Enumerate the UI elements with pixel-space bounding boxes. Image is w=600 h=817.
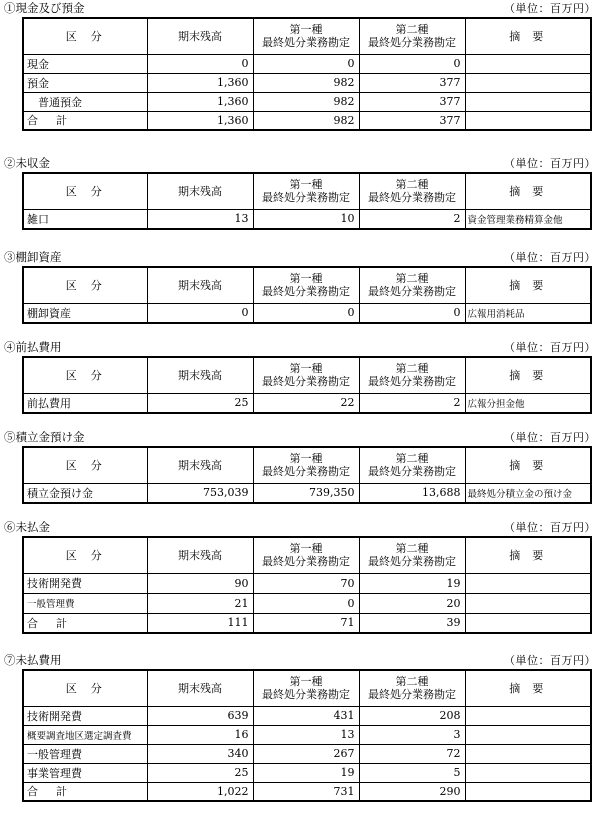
- section-accounts-payable: [0, 519, 600, 630]
- unit-label: （単位：百万円）: [504, 341, 596, 354]
- table-row: [23, 303, 591, 323]
- row-label: 概要調査地区選定調査費: [23, 725, 147, 744]
- cell-dai1: 0: [253, 593, 359, 613]
- cell-dai1: 71: [253, 613, 359, 633]
- header-dai2: 第二種 最終処分業務勘定: [359, 18, 465, 54]
- row-label: 現金: [23, 54, 147, 73]
- cell-note: [465, 54, 591, 73]
- cell-kimatsu: 1,360: [147, 92, 253, 111]
- header-dai2: 第二種 最終処分業務勘定: [359, 447, 465, 483]
- cell-dai1: 982: [253, 92, 359, 111]
- cell-note: [465, 573, 591, 593]
- header-dai2: 第二種 最終処分業務勘定: [359, 537, 465, 573]
- cell-note: 広報分担金他: [465, 393, 591, 413]
- total-label: 合 計: [23, 111, 147, 130]
- header-tekiyo: 摘要: [465, 357, 591, 393]
- section-title: ⑦未払費用: [4, 653, 62, 667]
- row-label: 技術開発費: [23, 573, 147, 593]
- table-row: [23, 744, 591, 763]
- cell-note: [465, 744, 591, 763]
- header-kubun: 区分: [23, 670, 147, 706]
- table-row: [23, 483, 591, 503]
- header-dai1: 第一種 最終処分業務勘定: [253, 447, 359, 483]
- cell-note: 資金管理業務精算金他: [465, 209, 591, 229]
- cell-dai2: 2: [359, 393, 465, 413]
- total-label: 合 計: [23, 613, 147, 633]
- table-row: [23, 54, 591, 73]
- cell-dai2: 208: [359, 706, 465, 725]
- unit-label: （単位：百万円）: [504, 2, 596, 15]
- header-row: [23, 267, 591, 303]
- cell-kimatsu: 1,022: [147, 782, 253, 801]
- header-dai2: 第二種 最終処分業務勘定: [359, 357, 465, 393]
- table-row: [23, 573, 591, 593]
- row-label: 雑口: [23, 209, 147, 229]
- cell-note: [465, 593, 591, 613]
- header-tekiyo: 摘要: [465, 447, 591, 483]
- cell-dai1: 0: [253, 303, 359, 323]
- header-kimatsu: 期末残高: [147, 537, 253, 573]
- unit-label: （単位：百万円）: [504, 521, 596, 534]
- section-inventories: [0, 249, 600, 320]
- cell-dai1: 70: [253, 573, 359, 593]
- cell-dai2: 2: [359, 209, 465, 229]
- section-title: ③棚卸資産: [4, 250, 62, 264]
- cell-dai1: 13: [253, 725, 359, 744]
- header-row: [23, 447, 591, 483]
- header-row: [23, 18, 591, 54]
- header-dai1: 第一種 最終処分業務勘定: [253, 537, 359, 573]
- total-row: [23, 111, 591, 130]
- cell-note: 最終処分積立金の預け金: [465, 483, 591, 503]
- table-row: [23, 763, 591, 782]
- cell-dai2: 0: [359, 303, 465, 323]
- payables-table: [22, 536, 592, 634]
- cell-note: [465, 763, 591, 782]
- table-row: [23, 393, 591, 413]
- cell-kimatsu: 753,039: [147, 483, 253, 503]
- cell-note: 広報用消耗品: [465, 303, 591, 323]
- cell-dai2: 39: [359, 613, 465, 633]
- section-reserve-deposits: [0, 429, 600, 500]
- header-kubun: 区分: [23, 173, 147, 209]
- header-dai1: 第一種 最終処分業務勘定: [253, 670, 359, 706]
- header-dai1: 第一種 最終処分業務勘定: [253, 18, 359, 54]
- header-row: [23, 357, 591, 393]
- row-label: 一般管理費: [23, 593, 147, 613]
- table-row: [23, 706, 591, 725]
- section-prepaid-expenses: [0, 339, 600, 410]
- header-tekiyo: 摘要: [465, 670, 591, 706]
- cell-kimatsu: 1,360: [147, 111, 253, 130]
- cell-dai1: 10: [253, 209, 359, 229]
- cell-dai2: 13,688: [359, 483, 465, 503]
- table-row: [23, 209, 591, 229]
- header-kubun: 区分: [23, 267, 147, 303]
- cell-dai1: 267: [253, 744, 359, 763]
- cell-dai2: 19: [359, 573, 465, 593]
- receivables-table: [22, 172, 592, 230]
- header-dai1: 第一種 最終処分業務勘定: [253, 357, 359, 393]
- cell-dai1: 22: [253, 393, 359, 413]
- section-title: ②未収金: [4, 156, 50, 170]
- cell-dai2: 3: [359, 725, 465, 744]
- header-dai2: 第二種 最終処分業務勘定: [359, 267, 465, 303]
- header-tekiyo: 摘要: [465, 537, 591, 573]
- row-label: 事業管理費: [23, 763, 147, 782]
- header-kimatsu: 期末残高: [147, 173, 253, 209]
- cell-dai2: 377: [359, 92, 465, 111]
- cell-note: [465, 613, 591, 633]
- cell-kimatsu: 111: [147, 613, 253, 633]
- cell-kimatsu: 13: [147, 209, 253, 229]
- header-tekiyo: 摘要: [465, 267, 591, 303]
- header-dai2: 第二種 最終処分業務勘定: [359, 670, 465, 706]
- header-kimatsu: 期末残高: [147, 267, 253, 303]
- cash-deposits-table: [22, 17, 592, 131]
- cell-kimatsu: 340: [147, 744, 253, 763]
- cell-kimatsu: 0: [147, 303, 253, 323]
- total-row: [23, 613, 591, 633]
- row-label: 一般管理費: [23, 744, 147, 763]
- cell-dai2: 377: [359, 73, 465, 92]
- header-dai1: 第一種 最終処分業務勘定: [253, 173, 359, 209]
- row-label: 棚卸資産: [23, 303, 147, 323]
- header-dai1: 第一種 最終処分業務勘定: [253, 267, 359, 303]
- row-label: 積立金預け金: [23, 483, 147, 503]
- row-label: 技術開発費: [23, 706, 147, 725]
- total-row: [23, 782, 591, 801]
- total-label: 合 計: [23, 782, 147, 801]
- header-row: [23, 173, 591, 209]
- cell-note: [465, 73, 591, 92]
- header-dai2: 第二種 最終処分業務勘定: [359, 173, 465, 209]
- row-label: 普通預金: [23, 92, 147, 111]
- cell-dai1: 739,350: [253, 483, 359, 503]
- row-label: 前払費用: [23, 393, 147, 413]
- header-kubun: 区分: [23, 447, 147, 483]
- cell-note: [465, 111, 591, 130]
- cell-kimatsu: 16: [147, 725, 253, 744]
- section-title: ④前払費用: [4, 340, 62, 354]
- table-row: [23, 593, 591, 613]
- table-row: [23, 725, 591, 744]
- cell-kimatsu: 0: [147, 54, 253, 73]
- cell-note: [465, 782, 591, 801]
- header-kimatsu: 期末残高: [147, 670, 253, 706]
- section-accounts-receivable: [0, 155, 600, 226]
- section-title: ⑤積立金預け金: [4, 430, 85, 444]
- section-cash-and-deposits: [0, 0, 600, 128]
- cell-dai1: 19: [253, 763, 359, 782]
- cell-dai1: 0: [253, 54, 359, 73]
- cell-note: [465, 725, 591, 744]
- cell-note: [465, 706, 591, 725]
- row-label: 預金: [23, 73, 147, 92]
- cell-dai1: 731: [253, 782, 359, 801]
- inventories-table: [22, 266, 592, 324]
- cell-dai1: 982: [253, 111, 359, 130]
- cell-note: [465, 92, 591, 111]
- header-kimatsu: 期末残高: [147, 357, 253, 393]
- unit-label: （単位：百万円）: [504, 157, 596, 170]
- header-tekiyo: 摘要: [465, 173, 591, 209]
- header-kubun: 区分: [23, 537, 147, 573]
- header-row: [23, 670, 591, 706]
- cell-dai2: 290: [359, 782, 465, 801]
- unit-label: （単位：百万円）: [504, 251, 596, 264]
- cell-kimatsu: 21: [147, 593, 253, 613]
- accrued-expenses-table: [22, 669, 592, 802]
- cell-kimatsu: 1,360: [147, 73, 253, 92]
- section-accrued-expenses: [0, 652, 600, 799]
- cell-dai1: 982: [253, 73, 359, 92]
- header-row: [23, 537, 591, 573]
- prepaid-table: [22, 356, 592, 414]
- header-kubun: 区分: [23, 357, 147, 393]
- cell-dai2: 20: [359, 593, 465, 613]
- cell-dai2: 5: [359, 763, 465, 782]
- unit-label: （単位：百万円）: [504, 654, 596, 667]
- cell-dai1: 431: [253, 706, 359, 725]
- section-title: ①現金及び預金: [4, 1, 85, 15]
- unit-label: （単位：百万円）: [504, 431, 596, 444]
- cell-dai2: 72: [359, 744, 465, 763]
- cell-dai2: 0: [359, 54, 465, 73]
- table-row: [23, 92, 591, 111]
- cell-kimatsu: 25: [147, 763, 253, 782]
- cell-kimatsu: 25: [147, 393, 253, 413]
- cell-dai2: 377: [359, 111, 465, 130]
- header-tekiyo: 摘要: [465, 18, 591, 54]
- cell-kimatsu: 639: [147, 706, 253, 725]
- header-kimatsu: 期末残高: [147, 18, 253, 54]
- table-row: [23, 73, 591, 92]
- cell-kimatsu: 90: [147, 573, 253, 593]
- header-kubun: 区分: [23, 18, 147, 54]
- reserve-deposits-table: [22, 446, 592, 504]
- section-title: ⑥未払金: [4, 520, 50, 534]
- header-kimatsu: 期末残高: [147, 447, 253, 483]
